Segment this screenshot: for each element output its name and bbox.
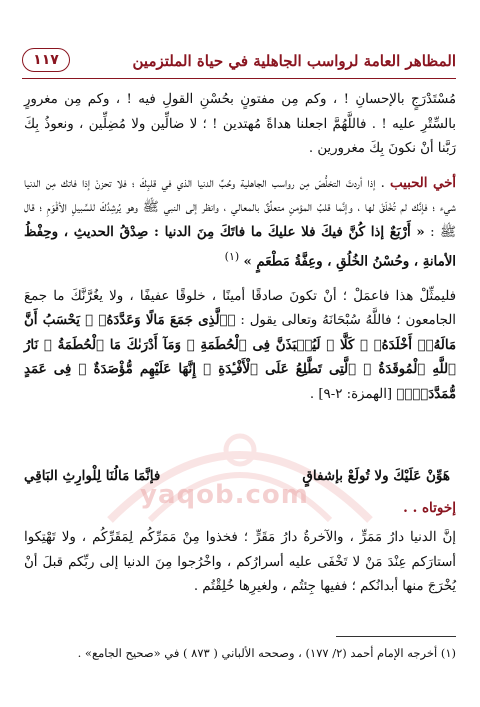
paragraph-2-text: . إذا أردتَ التخلُّصَ مِن رواسب الجاهلية وحُبِّ الدنيا الذي في قلبِكَ ؛ فلا تحزنْ إذا فاتك مِن الدنيا شيء ؛ فإنَّك لم تُخْلَقْ لها ، وإنَّما قلبُ المؤمنِ متعلِّقٌ بالمعالي ، وانظر إلى النبي ﷺ وهو يُرشِدُكَ للسَّبيلِ الأقْوَمِ ؛ قال ﷺ : — [24, 175, 457, 240]
paragraph-2 — [24, 172, 456, 275]
quran-verse: ﴿ٱلَّذِى جَمَعَ مَالًا وَعَدَّدَهُۥ ۞ يَحْسَبُ أَنَّ مَالَهُۥٓ أَخْلَدَهُۥ ۞ كَلَّا ۖ لَيُنۢبَذَنَّ فِى ٱلْحُطَمَةِ ۞ وَمَآ أَدْرَىٰكَ مَا ٱلْحُطَمَةُ ۞ نَارُ ٱللَّهِ ٱلْمُوقَدَةُ ۞ ٱلَّتِى تَطَّلِعُ عَلَى ٱلْأَفْـِٔدَةِ ۞ إِنَّهَا عَلَيْهِم مُّؤْصَدَةٌ ۞ فِى عَمَدٍ مُّمَدَّدَةٍۭ﴾ — [24, 313, 456, 402]
poem-verse — [24, 468, 456, 492]
footnote-marker: (١) — [224, 250, 240, 263]
header-divider — [22, 78, 456, 79]
verse-reference: [الهمزة: ٢-٩] . — [309, 386, 393, 402]
closing-paragraph: إنَّ الدنيا دارُ مَمَرٍّ ، والآخرةُ دارُ مَقَرٍّ ؛ فخذوا مِنْ مَمَرِّكُم لِمَقَرِّكُم ، ولا تَهْتِكوا أستارَكم عِنْدَ مَنْ لا تَخْفَى عليه أسرارُكم ، واخْرُجوا مِنَ الدنيا إلى ربِّكم قبلَ أنْ يُخْرَجَ منها أبدانُكم ؛ ففيها جِئتُم ، ولغيرِها خُلِقْتُم . — [24, 530, 456, 594]
paragraph-lead: أخي الحبيب — [390, 175, 456, 191]
hadith-quote: « أَرْبَعٌ إذا كُنَّ فيكَ فلا عليكَ ما فاتَكَ مِنَ الدنيا : صِدْقُ الحديثِ ، وحِفْظُ الأمانةِ ، وحُسْنُ الخُلُقِ ، وعِفَّةُ مَطْعَمٍ » — [24, 224, 456, 270]
poem-first-hemistich: هَوِّنْ عَلَيْكَ ولا تُولَعْ بإشفاقٍ — [302, 468, 450, 484]
footnote-divider — [336, 636, 456, 637]
running-title: المظاهر العامة لرواسب الجاهلية في حياة الملتزمين — [132, 52, 456, 70]
paragraph-3-text: فليمثِّلْ هذا فاعمَلْ ؛ أنْ تكونَ صادقًا أمينًا ، خلوقًا عفيفًا ، ولا يغُرَّنَّكَ ما جمعَ الجامعون ؛ فاللَّهُ سُبْحَانَهُ وتعالى يقول : — [24, 288, 457, 329]
paragraph-1: مُسْتَدْرَجٍ بالإحسانِ ! ، وكم مِن مفتونٍ بحُسْنِ القولِ فيه ! ، وكم مِن مغرورٍ بالسِّتْرِ عليه ! . فاللَّهُمَّ اجعلنا هداةً مُهتدين ! ؛ لا ضالِّين ولا مُضِلِّين ، ونعوذُ بِكَ رَبَّنا أنْ نكونَ بِكَ مغرورين . — [24, 92, 456, 156]
footnote: (١) أخرجه الإمام أحمد (٢/ ١٧٧) ، وصححه الألباني ( ٨٧٣ ) في «صحيح الجامع» . — [77, 646, 456, 660]
section-subheading: إخوتاه . . — [403, 500, 456, 516]
main-text — [24, 88, 456, 407]
poem-second-hemistich: فإنَّمَا مَالُنَا لِلْوارِثِ البَاقِي — [24, 468, 161, 484]
watermark-text: yaqob.com — [140, 480, 309, 510]
paragraph-3 — [24, 285, 456, 408]
page-number: ١١٧ — [22, 48, 70, 72]
running-header — [22, 48, 456, 76]
closing-text — [24, 526, 456, 600]
